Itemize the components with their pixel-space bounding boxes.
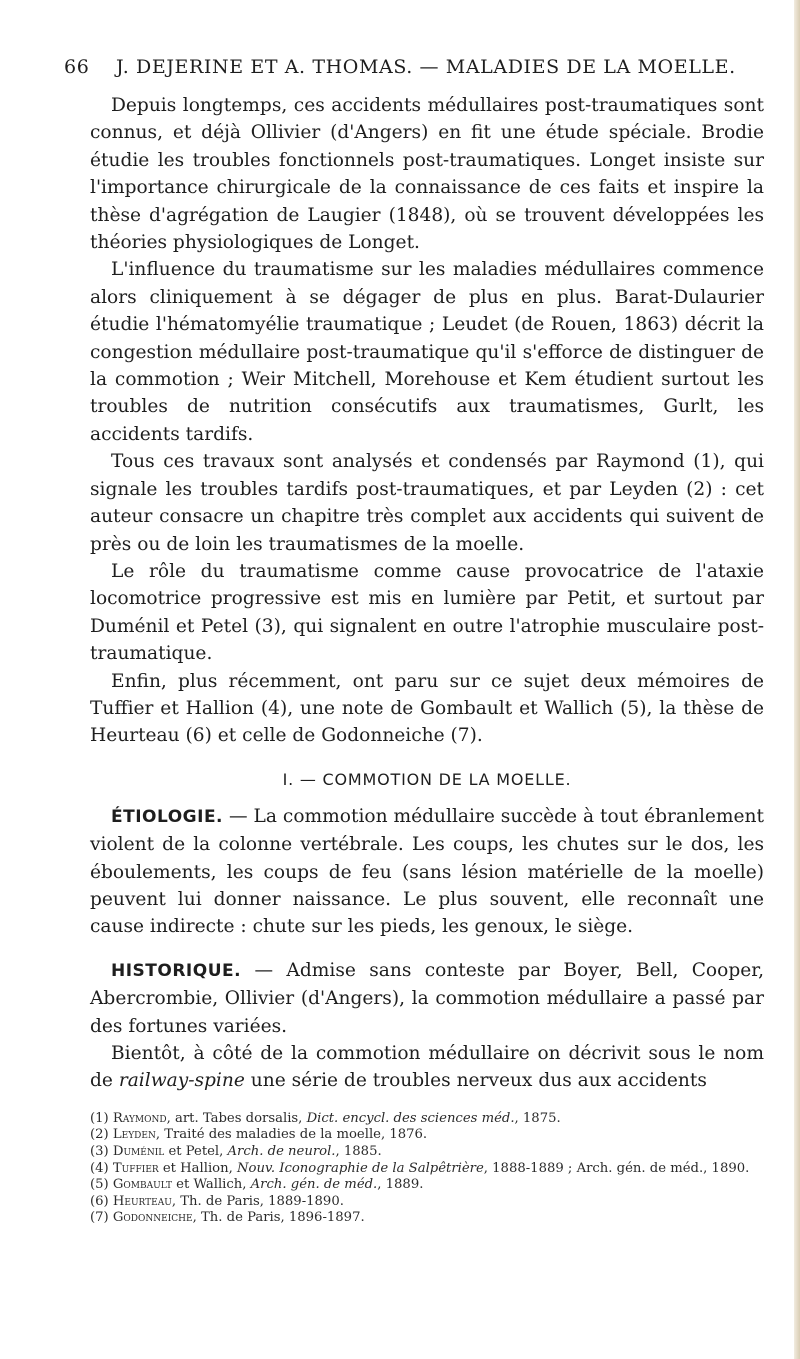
railway-text-a: Bientôt, à côté de la commotion médullaire on décrivit sous le nom de	[90, 1043, 764, 1092]
paragraph-history-4: Le rôle du traumatisme comme cause provocatrice de l'ataxie locomotrice progressive est mis en lumière par Petit, et surtout par Duménil et Petel (3), qui signalent en outre l'atrophie musculaire post-traumatique.	[90, 560, 764, 665]
running-title: J. DEJERINE ET A. THOMAS. — MALADIES DE LA MOELLE.	[116, 56, 736, 78]
footnote-text: et Hallion,	[158, 1160, 237, 1176]
footnote-text: , Th. de Paris, 1889-1890.	[171, 1193, 344, 1209]
footnote-end: , 1889.	[377, 1177, 424, 1193]
footnote-author: Heurteau	[112, 1193, 172, 1209]
footnote-text: , Traité des maladies de la moelle, 1876.	[155, 1127, 428, 1143]
footnote	[90, 1177, 764, 1194]
footnote-end: , 1888-1889 ; Arch. gén. de méd., 1890.	[483, 1160, 750, 1176]
paragraph-history-3: Tous ces travaux sont analysés et condensés par Raymond (1), qui signale les troubles tardifs post-traumatiques, et par Leyden (2) : cet auteur consacre un chapitre très complet aux accidents qui suivent de près ou de loin les traumatismes de la moelle.	[90, 451, 764, 555]
footnote-end: , 1875.	[514, 1110, 561, 1126]
etiology-heading: ÉTIOLOGIE.	[111, 806, 224, 827]
footnote-number: (4)	[90, 1160, 109, 1176]
footnote-work: Arch. gén. de méd.	[250, 1177, 378, 1193]
footnote-number: (6)	[90, 1193, 109, 1209]
footnote-work: Nouv. Iconographie de la Salpêtrière	[237, 1160, 484, 1176]
historique-text: — Admise sans conteste par Boyer, Bell, Cooper, Abercrombie, Ollivier (d'Angers), la commotion médullaire a passé par des fortunes variées.	[90, 959, 764, 1037]
page-edge-shadow	[794, 0, 800, 1359]
etiology-text: — La commotion médullaire succède à tout ébranlement violent de la colonne vertébrale. Les coups, les chutes sur le dos, les éboulements, les coups de feu (sans lésion matérielle de la moelle) peuvent lui donner naissance. Le plus souvent, elle reconnaît une cause indirecte : chute sur les pieds, les genoux, le siège.	[90, 805, 764, 938]
footnote-text: , art. Tabes dorsalis,	[166, 1110, 307, 1126]
footnote-end: , 1885.	[335, 1144, 382, 1159]
book-page	[64, 56, 764, 1227]
footnote	[90, 1144, 764, 1161]
footnote	[90, 1111, 764, 1128]
footnote	[90, 1161, 764, 1178]
footnote-author: Tuffier	[112, 1160, 159, 1176]
paragraph-etiology	[90, 803, 764, 941]
paragraph-historique	[90, 957, 764, 1040]
railway-text-b: une série de troubles nerveux dus aux accidents	[244, 1070, 707, 1092]
footnote-work: Dict. encycl. des sciences méd.	[306, 1110, 515, 1126]
footnote-number: (7)	[90, 1210, 109, 1226]
footnote-author: Leyden	[112, 1127, 156, 1143]
footnote-author: Raymond	[112, 1110, 167, 1126]
railway-spine-term: railway-spine	[118, 1070, 245, 1092]
main-text	[90, 92, 764, 1227]
footnote-number: (5)	[90, 1177, 109, 1193]
footnotes	[90, 1111, 764, 1227]
paragraph-history-1: Depuis longtemps, ces accidents médullaires post-traumatiques sont connus, et déjà Ollivier (d'Angers) en fit une étude spéciale. Brodie étudie les troubles fonctionnels post-traumatiques. Longet insiste sur l'importance chirurgicale de la connaissance de ces faits et inspire la thèse d'agrégation de Laugier (1848), où se trouvent développées les théories physiologiques de Longet.	[90, 95, 764, 254]
page-number: 66	[64, 56, 90, 78]
footnote-author: Gombault	[112, 1177, 172, 1193]
paragraph-history-2: L'influence du traumatisme sur les maladies médullaires commence alors cliniquement à se dégager de plus en plus. Barat-Dulaurier étudie l'hématomyélie traumatique ; Leudet (de Rouen, 1863) décrit la congestion médullaire post-traumatique qu'il s'efforce de distinguer de la commotion ; Weir Mitchell, Morehouse et Kem étudient surtout les troubles de nutrition consécutifs aux traumatismes, Gurlt, les accidents tardifs.	[90, 259, 764, 445]
footnote-author: Duménil	[112, 1144, 165, 1159]
footnote-text: , Th. de Paris, 1896-1897.	[192, 1210, 365, 1226]
paragraph-railway-spine	[90, 1040, 764, 1095]
footnote-text: et Wallich,	[171, 1177, 251, 1193]
section-title: I. — COMMOTION DE LA MOELLE.	[282, 769, 572, 789]
footnote-number: (3)	[90, 1144, 109, 1159]
footnote	[90, 1210, 764, 1227]
footnote-number: (1)	[90, 1110, 109, 1126]
paragraph-history-5: Enfin, plus récemment, ont paru sur ce sujet deux mémoires de Tuffier et Hallion (4), une note de Gombault et Wallich (5), la thèse de Heurteau (6) et celle de Godonneiche (7).	[90, 670, 764, 747]
footnote	[90, 1127, 764, 1144]
footnote-text: et Petel,	[164, 1144, 228, 1159]
running-header	[64, 56, 764, 90]
footnote	[90, 1194, 764, 1211]
footnote-author: Godonneiche	[112, 1210, 193, 1226]
footnote-number: (2)	[90, 1127, 109, 1143]
historique-heading: HISTORIQUE.	[111, 960, 242, 981]
footnote-work: Arch. de neurol.	[227, 1144, 336, 1159]
